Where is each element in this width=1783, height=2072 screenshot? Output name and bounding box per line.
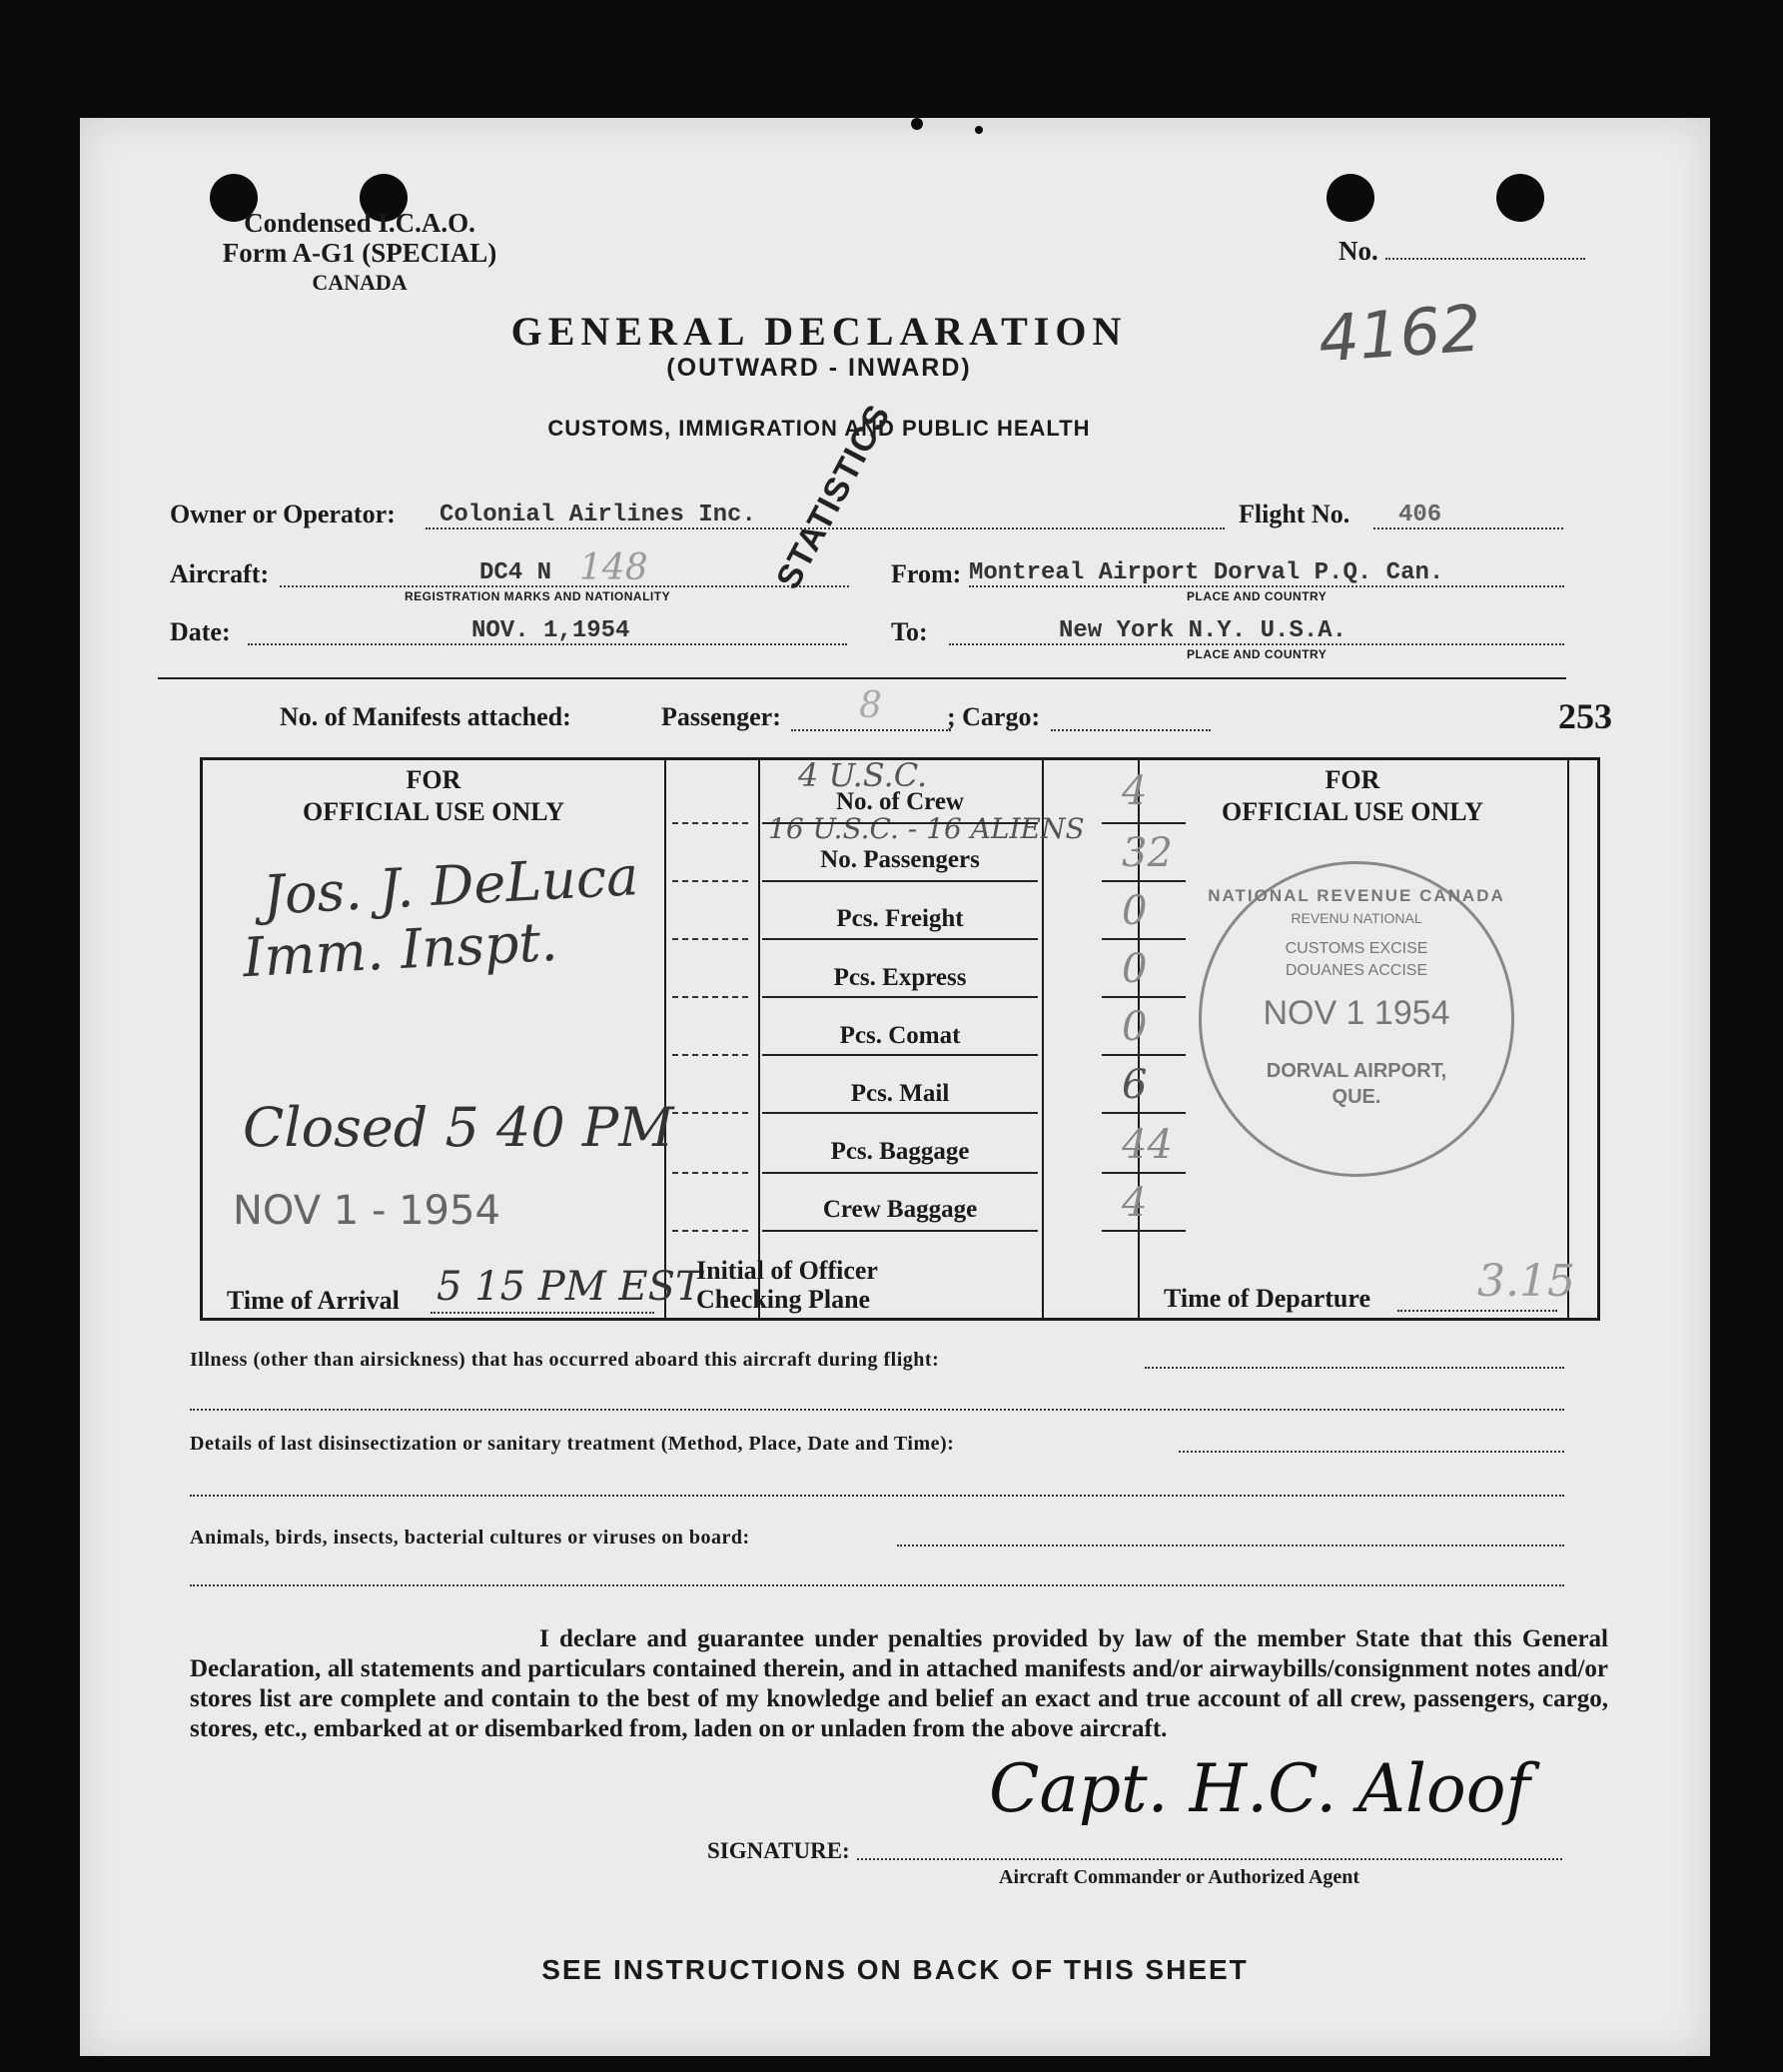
closed-time: Closed 5 40 PM <box>243 1096 674 1159</box>
arrival-time[interactable]: 5 15 PM EST <box>437 1264 702 1310</box>
count-crew[interactable]: 4 <box>1122 768 1148 814</box>
right-official-header: FOR OFFICIAL USE ONLY <box>1222 765 1483 826</box>
page-title: GENERAL DECLARATION <box>510 309 1128 354</box>
passenger-label: Passenger: <box>661 702 781 731</box>
flight-value[interactable]: 406 <box>1398 502 1442 528</box>
speck-mark <box>975 126 983 134</box>
stamp-date: NOV 1 1954 <box>1263 994 1450 1032</box>
arrival-label: Time of Arrival <box>227 1286 400 1315</box>
aircraft-value[interactable]: DC4 N <box>479 559 552 586</box>
row-label-crew-baggage: Crew Baggage <box>822 1196 978 1223</box>
number-blank[interactable] <box>1385 258 1585 260</box>
owner-label: Owner or Operator: <box>170 500 396 528</box>
signer-caption: Aircraft Commander or Authorized Agent <box>999 1866 1360 1888</box>
handwritten-number: 4162 <box>1316 292 1484 378</box>
to-value[interactable]: New York N.Y. U.S.A. <box>1059 617 1347 644</box>
flight-label: Flight No. <box>1239 500 1350 528</box>
inspector-signature-line1: Jos. J. DeLuca <box>261 844 640 927</box>
punch-hole <box>1327 174 1374 222</box>
declaration-text: I declare and guarantee under penalties provided by law of the member State that this General Declaration, all statements and particulars contained therein, and in attached manifests and/or airwaybills/consignment notes and/or stores list are complete and contain to the best of my knowledge and belief an exact and true account of all crew, passengers, cargo, stores, etc., embarked at or disembarked from, laden on or unladen from the above aircraft. <box>190 1625 1608 1742</box>
form-line-3: CANADA <box>312 270 408 295</box>
departure-time[interactable]: 3.15 <box>1477 1256 1575 1307</box>
form-line-1: Condensed I.C.A.O. <box>244 208 475 238</box>
departure-label: Time of Departure <box>1164 1284 1370 1313</box>
date-value[interactable]: NOV. 1,1954 <box>471 617 630 644</box>
officer-initial-label: Initial of Officer Checking Plane <box>696 1256 878 1314</box>
number-field <box>1338 236 1585 267</box>
count-comat[interactable]: 0 <box>1122 1004 1148 1050</box>
from-caption: PLACE AND COUNTRY <box>1187 589 1328 603</box>
commander-signature[interactable]: Capt. H.C. Aloof <box>989 1750 1530 1827</box>
to-label: To: <box>891 617 928 646</box>
left-official-header: FOR OFFICIAL USE ONLY <box>303 765 564 826</box>
department-heading: CUSTOMS, IMMIGRATION AND PUBLIC HEALTH <box>547 416 1091 441</box>
row-label-passengers: No. Passengers <box>820 846 980 873</box>
row-label-express: Pcs. Express <box>833 964 967 991</box>
number-label: No. <box>1338 236 1378 266</box>
row-label-freight: Pcs. Freight <box>836 905 964 932</box>
stamp-ring-sub: REVENU NATIONAL <box>1291 910 1422 926</box>
illness-label: Illness (other than airsickness) that has occurred aboard this aircraft during flight: <box>190 1349 940 1371</box>
inspector-signature-line2: Imm. Inspt. <box>241 909 559 990</box>
punch-hole <box>1496 174 1544 222</box>
disinsectization-label: Details of last disinsectization or sanitary treatment (Method, Place, Date and Time): <box>190 1433 955 1455</box>
count-freight[interactable]: 0 <box>1122 888 1148 934</box>
form-designation <box>170 208 549 298</box>
stamp-line-2: DOUANES ACCISE <box>1285 962 1428 979</box>
speck-mark <box>911 118 923 130</box>
row-label-crew: No. of Crew <box>836 788 964 815</box>
crew-note: 4 U.S.C. <box>798 756 928 794</box>
manifests-label: No. of Manifests attached: <box>280 702 571 731</box>
stamp-line-1: CUSTOMS EXCISE <box>1285 940 1428 957</box>
row-label-mail: Pcs. Mail <box>850 1080 950 1107</box>
stamp-place: DORVAL AIRPORT, <box>1266 1060 1447 1082</box>
date-label: Date: <box>170 617 231 646</box>
page-number: 253 <box>1558 696 1612 736</box>
aircraft-caption: REGISTRATION MARKS AND NATIONALITY <box>405 589 671 603</box>
from-value[interactable]: Montreal Airport Dorval P.Q. Can. <box>969 559 1444 586</box>
signature-label: SIGNATURE: <box>707 1838 850 1863</box>
count-passengers[interactable]: 32 <box>1122 830 1173 876</box>
row-label-baggage: Pcs. Baggage <box>830 1138 970 1165</box>
stamp-ring-top: NATIONAL REVENUE CANADA <box>1208 886 1505 905</box>
form-line-2: Form A-G1 (SPECIAL) <box>222 238 497 268</box>
aircraft-label: Aircraft: <box>170 559 270 588</box>
owner-value[interactable]: Colonial Airlines Inc. <box>440 502 756 528</box>
customs-stamp <box>1199 861 1514 1177</box>
passenger-note: 16 U.S.C. - 16 ALIENS <box>768 812 1085 845</box>
page-subtitle: (OUTWARD - INWARD) <box>666 354 972 382</box>
aircraft-hand: 148 <box>579 547 648 588</box>
date-stamp: NOV 1 - 1954 <box>233 1188 500 1234</box>
row-label-comat: Pcs. Comat <box>839 1022 961 1049</box>
passenger-manifest-value[interactable]: 8 <box>859 685 882 726</box>
from-label: From: <box>891 559 962 588</box>
cargo-label: ; Cargo: <box>947 702 1041 731</box>
animals-label: Animals, birds, insects, bacterial cultures or viruses on board: <box>190 1527 750 1549</box>
statistics-stamp: STATISTICS <box>769 398 898 595</box>
instructions-footer: SEE INSTRUCTIONS ON BACK OF THIS SHEET <box>541 1954 1249 1985</box>
declaration-sheet <box>80 118 1710 2056</box>
count-express[interactable]: 0 <box>1122 946 1148 992</box>
count-baggage[interactable]: 44 <box>1122 1122 1173 1168</box>
to-caption: PLACE AND COUNTRY <box>1187 647 1328 661</box>
stamp-province: QUE. <box>1332 1086 1381 1108</box>
count-mail[interactable]: 6 <box>1122 1062 1148 1108</box>
count-crew-baggage[interactable]: 4 <box>1122 1180 1148 1226</box>
